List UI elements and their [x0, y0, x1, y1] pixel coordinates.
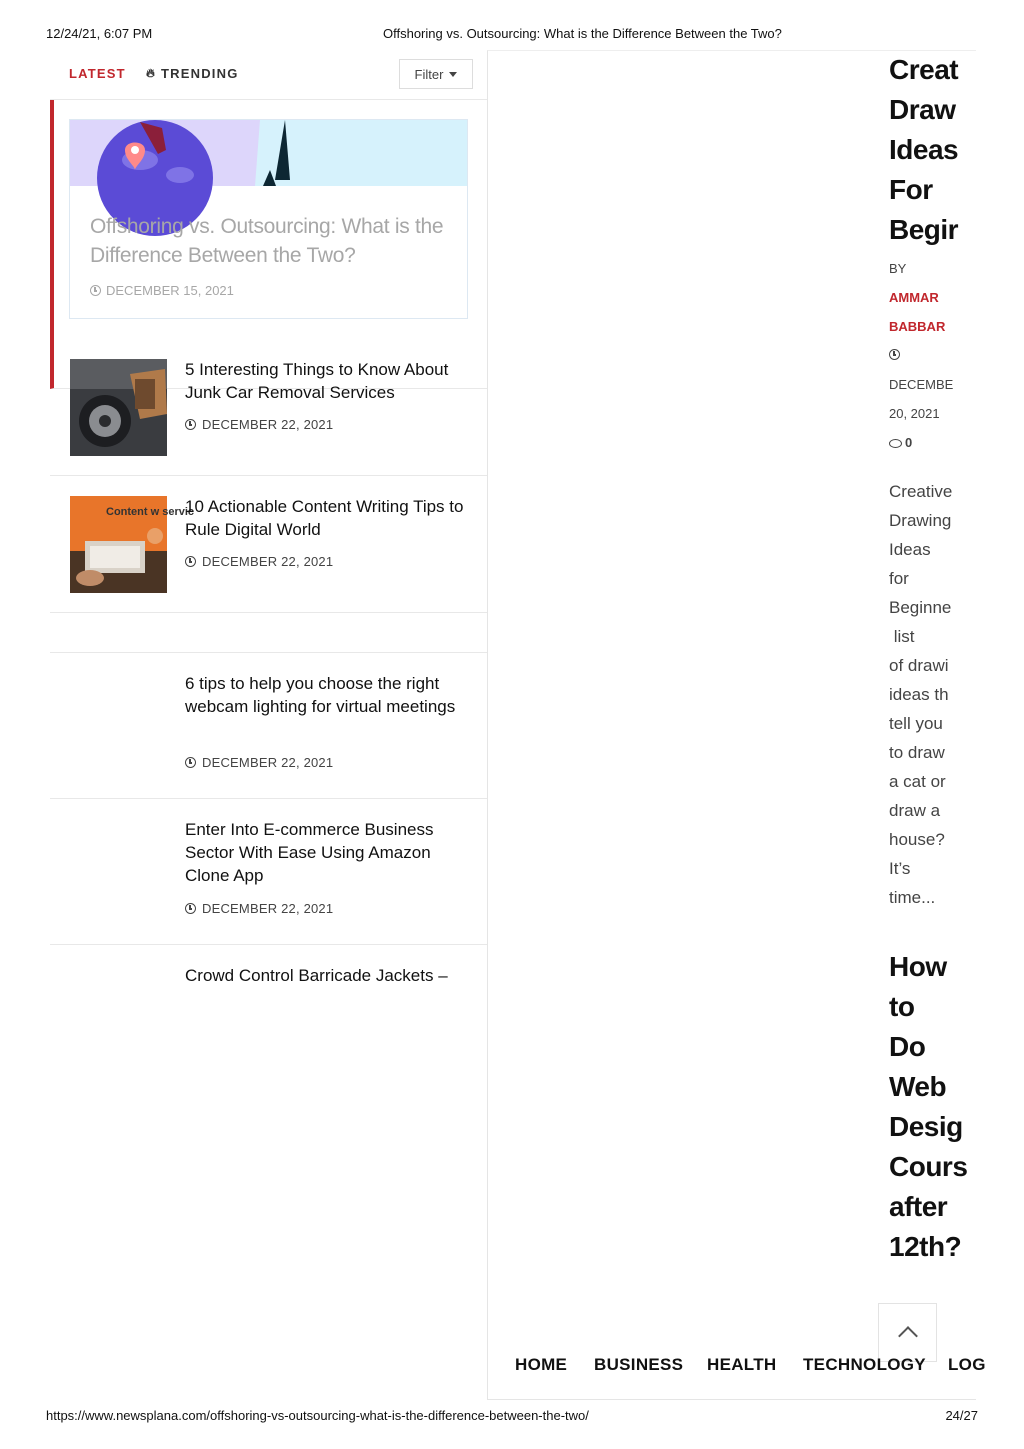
clock-icon [889, 349, 900, 360]
post-title[interactable]: Enter Into E-commerce Business Sector With Ease Using Amazon Clone App [185, 820, 434, 885]
clock-icon [185, 903, 196, 914]
post-thumbnail[interactable] [70, 359, 167, 456]
caret-down-icon [449, 72, 457, 77]
sidebar-articles [889, 50, 968, 1280]
post-title[interactable]: Crowd Control Barricade Jackets – [185, 966, 448, 985]
featured-image[interactable] [70, 120, 467, 186]
scroll-to-top-button[interactable] [878, 1303, 937, 1362]
list-item [50, 945, 487, 1025]
clock-icon [185, 419, 196, 430]
filter-label: Filter [414, 66, 444, 82]
print-datetime: 12/24/21, 6:07 PM [46, 26, 153, 41]
nav-business[interactable]: BUSINESS [594, 1355, 684, 1374]
sidebar-article-2 [889, 947, 967, 1267]
featured-title[interactable]: Offshoring vs. Outsourcing: What is the Difference Between the Two? [90, 215, 444, 267]
chevron-up-icon [898, 1326, 918, 1346]
article-excerpt: Creative Drawing Ideas for Beginne list of drawi ideas th tell you to draw a cat or draw a house? It’s time... [889, 482, 953, 907]
article-date: DECEMBE 20, 2021 [889, 377, 954, 421]
article-title[interactable]: How to Do Web Desig Cours after 12th? [889, 951, 968, 1262]
latest-posts-widget [50, 50, 487, 1400]
post-thumbnail[interactable] [70, 496, 195, 593]
flame-icon: 🔥︎ [146, 66, 157, 80]
post-date: DECEMBER 22, 2021 [185, 755, 333, 770]
clock-icon [90, 285, 101, 296]
print-page-number: 24/27 [945, 1408, 978, 1423]
post-date: DECEMBER 22, 2021 [185, 901, 333, 916]
tab-trending-label: TRENDING [161, 66, 239, 81]
comment-icon [889, 439, 902, 448]
post-date: DECEMBER 22, 2021 [185, 554, 333, 569]
tab-latest[interactable]: LATEST [69, 66, 126, 81]
clock-icon [185, 556, 196, 567]
list-item [50, 799, 487, 945]
ad-slot [50, 613, 487, 653]
nav-login[interactable]: LOG [948, 1355, 986, 1374]
print-title: Offshoring vs. Outsourcing: What is the Difference Between the Two? [383, 26, 782, 41]
byline-label: BY [889, 261, 907, 276]
list-item [50, 339, 487, 476]
filter-button[interactable] [399, 59, 473, 89]
thumbnail-caption: Content w servic [106, 506, 195, 518]
author-link[interactable]: AMMAR BABBAR [889, 290, 946, 334]
clock-icon-row [889, 341, 958, 370]
list-item [50, 653, 487, 799]
post-title[interactable]: 5 Interesting Things to Know About Junk Car Removal Services [185, 360, 449, 402]
post-date: DECEMBER 22, 2021 [185, 417, 333, 432]
tab-trending[interactable] [146, 66, 239, 81]
post-title[interactable]: 10 Actionable Content Writing Tips to Rule Digital World [185, 497, 464, 539]
featured-date-text: DECEMBER 15, 2021 [106, 283, 234, 298]
print-url: https://www.newsplana.com/offshoring-vs-outsourcing-what-is-the-difference-between-the-two/ [46, 1408, 589, 1423]
featured-card[interactable] [69, 119, 468, 319]
nav-health[interactable]: HEALTH [707, 1355, 777, 1374]
footer-nav [515, 1355, 986, 1377]
comment-count[interactable]: 0 [889, 428, 958, 457]
junk-car-image [70, 359, 167, 456]
nav-technology[interactable]: TECHNOLOGY [803, 1355, 926, 1374]
clock-icon [185, 757, 196, 768]
list-item [50, 476, 487, 613]
featured-date [90, 283, 234, 298]
nav-home[interactable]: HOME [515, 1355, 568, 1374]
widget-tabs-bar [50, 50, 487, 100]
featured-illustration [70, 120, 467, 186]
post-title[interactable]: 6 tips to help you choose the right webcam lighting for virtual meetings [185, 674, 456, 716]
sidebar-article-1 [889, 50, 958, 912]
article-title[interactable]: Creat Draw Ideas For Begir [889, 54, 959, 245]
